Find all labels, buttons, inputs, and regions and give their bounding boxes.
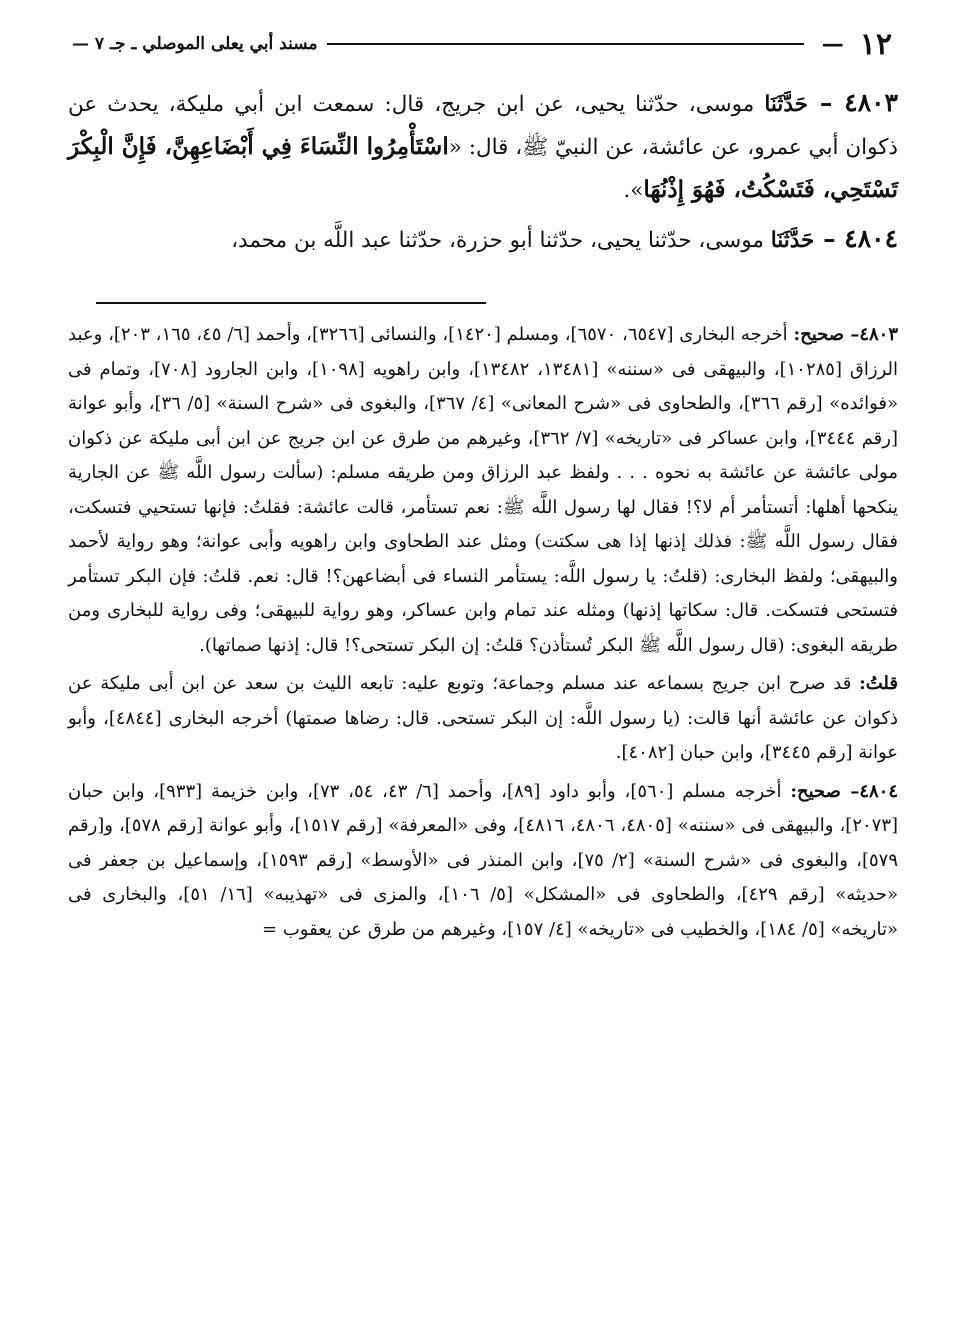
matn-text: اسْتَأْمِرُوا النِّسَاءَ فِي أَبْضَاعِهِنَّ، فَإِنَّ الْبِكْرَ تَسْتَحِي، فَتَسْكُتُ، فَهُوَ إِذْنُهَا xyxy=(68,133,898,203)
hadith-separator: – xyxy=(814,224,845,253)
isnad-text: موسى، حدّثنا يحيى، عن ابن جريج، قال: سمعت ابن أبي مليكة، يحدث عن ذكوان أبي عمرو، عن عائشة، عن النبيّ ﷺ، قال: « xyxy=(68,92,899,160)
hadith-4803 xyxy=(68,82,898,212)
matn-close: ». xyxy=(623,178,644,203)
running-header xyxy=(72,22,892,66)
hadith-4804 xyxy=(68,218,898,262)
hadith-number: ٤٨٠٣ xyxy=(844,88,898,117)
header-dash: — xyxy=(821,31,844,57)
footnote-4803 xyxy=(68,318,898,663)
footnotes xyxy=(68,318,898,951)
footnote-lead: ٤٨٠٣– صحيح: xyxy=(793,324,899,345)
footnote-text: أخرجه مسلم [٥٦٠]، وأبو داود [٨٩]، وأحمد [٦/ ٤٣، ٥٤، ٧٣]، وابن خزيمة [٩٣٣]، وابن حبان [٢٠٧٣]، والبيهقى فى «سننه» [٤٨٠٥، ٤٨٠٦، ٤٨١٦]، وفى «المعرفة» [رقم ١٥١٧]، وأبو عوانة [رقم ٥٧٨]، و[رقم ٥٧٩]، والبغوى فى «شرح السنة» [٢/ ٧٥]، وابن المنذر فى «الأوسط» [رقم ١٥٩٣]، وإسماعيل بن جعفر فى «حديثه» [رقم ٤٢٩]، والطحاوى فى «المشكل» [٥/ ١٠٦]، والمزى فى «تهذيبه» [١٦/ ٥١]، والبخارى فى «تاريخه» [٥/ ١٨٤]، والخطيب فى «تاريخه» [٤/ ١٥٧]، وغيرهم من طرق عن يعقوب = xyxy=(68,780,899,940)
haddathana-keyword: حَدَّثَنَا xyxy=(764,92,808,117)
footnote-text: أخرجه البخارى [٦٥٤٧، ٦٥٧٠]، ومسلم [١٤٢٠]، والنسائى [٣٢٦٦]، وأحمد [٦/ ٤٥، ١٦٥، ٢٠٣]، وعبد الرزاق [١٠٢٨٥]، والبيهقى فى «سننه» [١٣٤٨١، ١٣٤٨٢]، وابن راهويه [١٠٩٨]، وابن الجارود [٧٠٨]، وتمام فى «فوائده» [رقم ٣٦٦]، والطحاوى فى «شرح المعانى» [٤/ ٣٦٧]، والبغوى فى «شرح السنة» [٥/ ٣٦]، وأبو عوانة [رقم ٣٤٤٤]، وابن عساكر فى «تاريخه» [٧/ ٣٦٢]، وغيرهم من طرق عن ابن جريج عن ابن أبى مليكة عن ذكوان مولى عائشة عن عائشة به نحوه . . . ولفظ عبد الرزاق ومن طريقه مسلم: (سألت رسول اللَّه ﷺ عن الجارية ينكحها أهلها: أتستأمر أم لا؟! فقال لها رسول اللَّه ﷺ: نعم تستأمر، قالت عائشة: فقلتُ: فإنها تستحيي فتسكت، فقال رسول اللَّه ﷺ: فذلك إذنها إذا هى سكتت) ومثل عند الطحاوى وابن راهويه وأبى عوانة؛ وهو رواية لأحمد والبيهقى؛ ولفظ البخارى: (قلتُ: يا رسول اللَّه: يستأمر النساء فى أبضاعهن؟! قال: نعم. قلتُ: فإن البكر تستأمر فتستحى فتسكت. قال: سكاتها إذنها) ومثله عند تمام وابن عساكر، وهو رواية للبيهقى؛ وفى رواية للبخارى ومن طريقه البغوى: (قال رسول اللَّه ﷺ البكر تُستأذن؟ قلتُ: إن البكر تستحى؟! قال: إذنها صماتها). xyxy=(68,324,899,656)
main-text xyxy=(68,82,898,268)
hadith-separator: – xyxy=(807,88,845,117)
footnote-separator xyxy=(96,302,486,304)
footnote-text: قد صرح ابن جريج بسماعه عند مسلم وجماعة؛ وتوبع عليه: تابعه الليث بن سعد عن ابن أبى مليكة عن ذكوان عن عائشة أنها قالت: (يا رسول اللَّه: إن البكر تستحى. قال: رضاها صمتها) أخرجه البخارى [٤٨٤٤]، وأبو عوانة [رقم ٣٤٤٥]، وابن حبان [٤٠٨٢]. xyxy=(68,673,898,763)
footnote-4804 xyxy=(68,775,898,948)
page-number: ١٢ xyxy=(859,26,892,62)
footnote-qult xyxy=(68,667,898,771)
isnad-text: موسى، حدّثنا يحيى، حدّثنا أبو حزرة، حدّثنا عبد اللَّه بن محمد، xyxy=(231,228,771,253)
footnote-lead: قلتُ: xyxy=(859,673,898,694)
header-rule xyxy=(327,43,803,45)
hadith-number: ٤٨٠٤ xyxy=(844,224,898,253)
haddathana-keyword: حَدَّثَنَا xyxy=(770,228,815,253)
footnote-lead: ٤٨٠٤– صحيح: xyxy=(790,780,898,802)
book-title: مسند أبي يعلى الموصلي ـ جـ ٧ — xyxy=(72,34,318,54)
